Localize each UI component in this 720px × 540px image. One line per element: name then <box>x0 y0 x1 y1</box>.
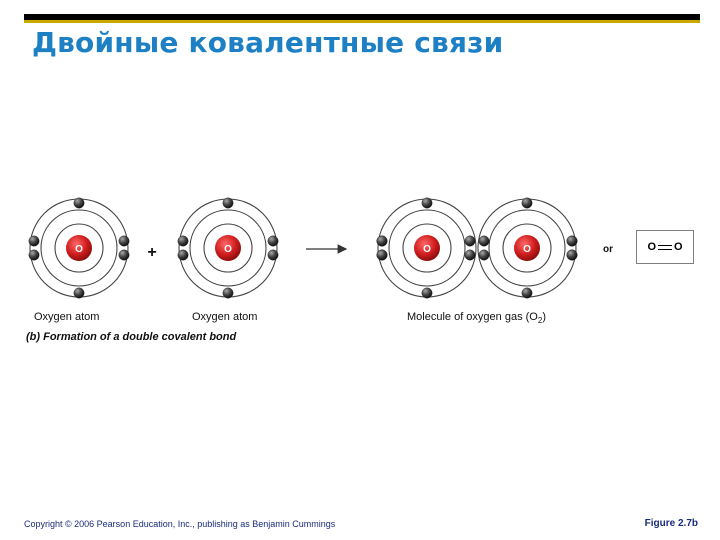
nucleus-symbol: O <box>75 244 83 255</box>
molecule-label-subscript: 2 <box>537 316 543 326</box>
electron <box>479 236 489 246</box>
electron <box>29 236 39 246</box>
structural-formula-left: O <box>647 241 656 253</box>
electron <box>522 288 532 298</box>
electron <box>567 236 577 246</box>
electron <box>522 198 532 208</box>
electron <box>119 236 129 246</box>
electron <box>377 236 387 246</box>
electron <box>74 288 84 298</box>
copyright-notice: Copyright © 2006 Pearson Education, Inc., publishing as Benjamin Cummings <box>24 519 336 529</box>
electron <box>223 288 233 298</box>
molecule-label-suffix: ) <box>542 311 546 323</box>
electron <box>422 198 432 208</box>
structural-formula-right: O <box>674 241 683 253</box>
electron <box>268 250 278 260</box>
figure-caption: (b) Formation of a double covalent bond <box>26 331 237 343</box>
electron <box>74 198 84 208</box>
slide-title: Двойные ковалентные связи <box>32 26 504 59</box>
electron <box>479 250 489 260</box>
nucleus-symbol: O <box>523 244 531 255</box>
atom-label-1: Oxygen atom <box>34 311 100 323</box>
or-text: or <box>603 244 613 255</box>
molecule-label-prefix: Molecule of oxygen gas (O <box>407 311 538 323</box>
electron <box>223 198 233 208</box>
nucleus-symbol: O <box>224 244 232 255</box>
nucleus-symbol: O <box>423 244 431 255</box>
structural-formula-box <box>636 230 694 264</box>
electron <box>465 250 475 260</box>
electron <box>29 250 39 260</box>
oxygen-double-bond-diagram <box>0 185 720 325</box>
electron <box>119 250 129 260</box>
electron <box>465 236 475 246</box>
electron <box>268 236 278 246</box>
electron <box>178 236 188 246</box>
figure-reference: Figure 2.7b <box>644 518 698 529</box>
double-bond-symbol <box>658 245 672 250</box>
electron <box>567 250 577 260</box>
electron <box>377 250 387 260</box>
molecule-label <box>407 311 546 325</box>
plus-sign: + <box>147 244 157 261</box>
electron <box>178 250 188 260</box>
title-rule-gold <box>24 20 700 23</box>
atom-label-2: Oxygen atom <box>192 311 258 323</box>
electron <box>422 288 432 298</box>
